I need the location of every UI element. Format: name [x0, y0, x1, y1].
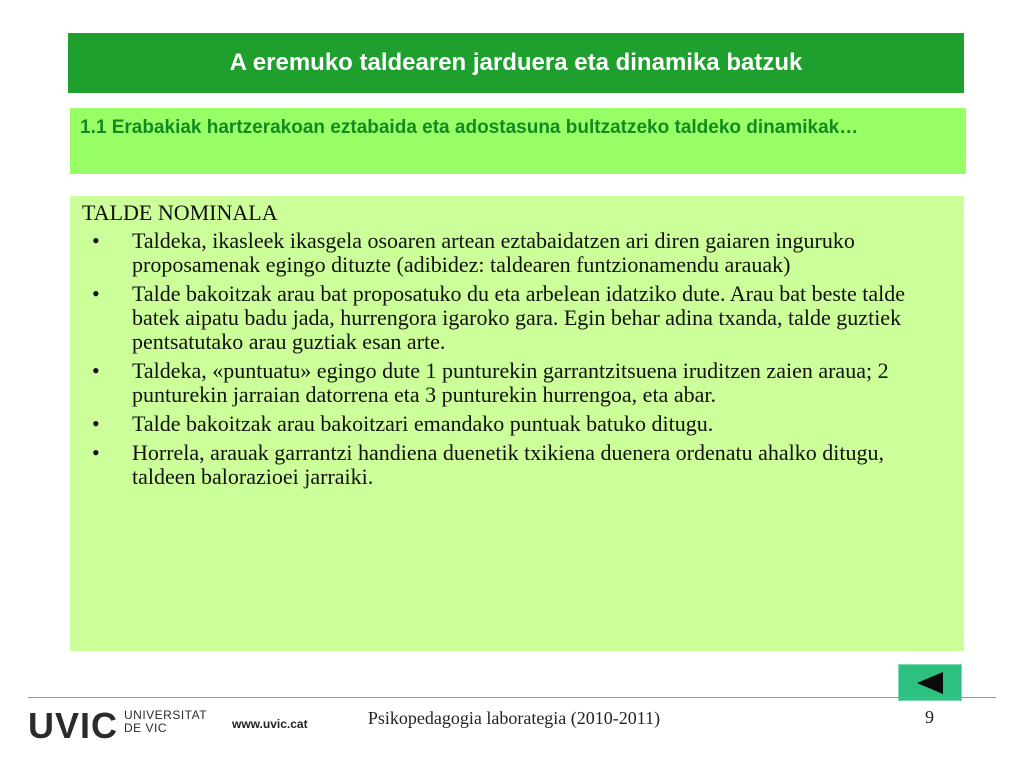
website-link[interactable]: www.uvic.cat — [232, 717, 308, 731]
bullet-text: Horrela, arauak garrantzi handiena duenetik txikiena duenera ordenatu ahalko ditugu, taldeen balorazioei jarraiki. — [132, 440, 884, 489]
slide-title — [68, 33, 964, 93]
logo-line-2: DE VIC — [124, 721, 168, 735]
bullet-icon: • — [92, 411, 100, 436]
uvic-logo: UVIC — [28, 705, 119, 746]
bullet-list — [82, 229, 952, 489]
uvic-logo-subtitle — [124, 709, 207, 735]
bullet-text: Taldeka, «puntuatu» egingo dute 1 punturekin garrantzitsuena iruditzen zaien araua; 2 punturekin jarraian datorrena eta 3 punturekin hurrengoa, eta abar. — [132, 358, 889, 407]
content-panel — [70, 196, 964, 651]
logo-line-1: UNIVERSITAT — [124, 708, 208, 722]
bullet-item — [82, 229, 952, 277]
bullet-icon: • — [92, 281, 100, 306]
bullet-icon: • — [92, 228, 100, 253]
triangle-left-icon — [915, 671, 945, 695]
bullet-icon: • — [92, 440, 100, 465]
bullet-item — [82, 412, 952, 436]
section-subtitle-text: 1.1 Erabakiak hartzerakoan eztabaida eta adostasuna bultzatzeko taldeko dinamikak… — [80, 117, 859, 138]
section-subtitle — [70, 108, 966, 174]
bullet-icon: • — [92, 358, 100, 383]
bullet-item — [82, 359, 952, 407]
bullet-text: Taldeka, ikasleek ikasgela osoaren artean eztabaidatzen ari diren gaiaren inguruko proposamenak egingo dituzte (adibidez: taldearen funtzionamendu arauak) — [132, 228, 855, 277]
course-name: Psikopedagogia laborategia (2010-2011) — [367, 708, 661, 728]
slide-title-text: A eremuko taldearen jarduera eta dinamika batzuk — [229, 49, 803, 76]
page-number: 9 — [925, 707, 934, 727]
content-heading: TALDE NOMINALA — [82, 200, 278, 225]
bullet-text: Talde bakoitzak arau bat proposatuko du eta arbelean idatziko dute. Arau bat beste talde batek aipatu badu jada, hurrengora igaroko gara. Egin behar adina txanda, talde guztiek pentsatutako arau guztiak esan arte. — [132, 281, 906, 354]
footer-divider — [28, 697, 996, 698]
bullet-item — [82, 441, 952, 489]
previous-slide-button[interactable] — [898, 664, 962, 701]
bullet-item — [82, 282, 952, 354]
bullet-text: Talde bakoitzak arau bakoitzari emandako puntuak batuko ditugu. — [132, 411, 714, 436]
